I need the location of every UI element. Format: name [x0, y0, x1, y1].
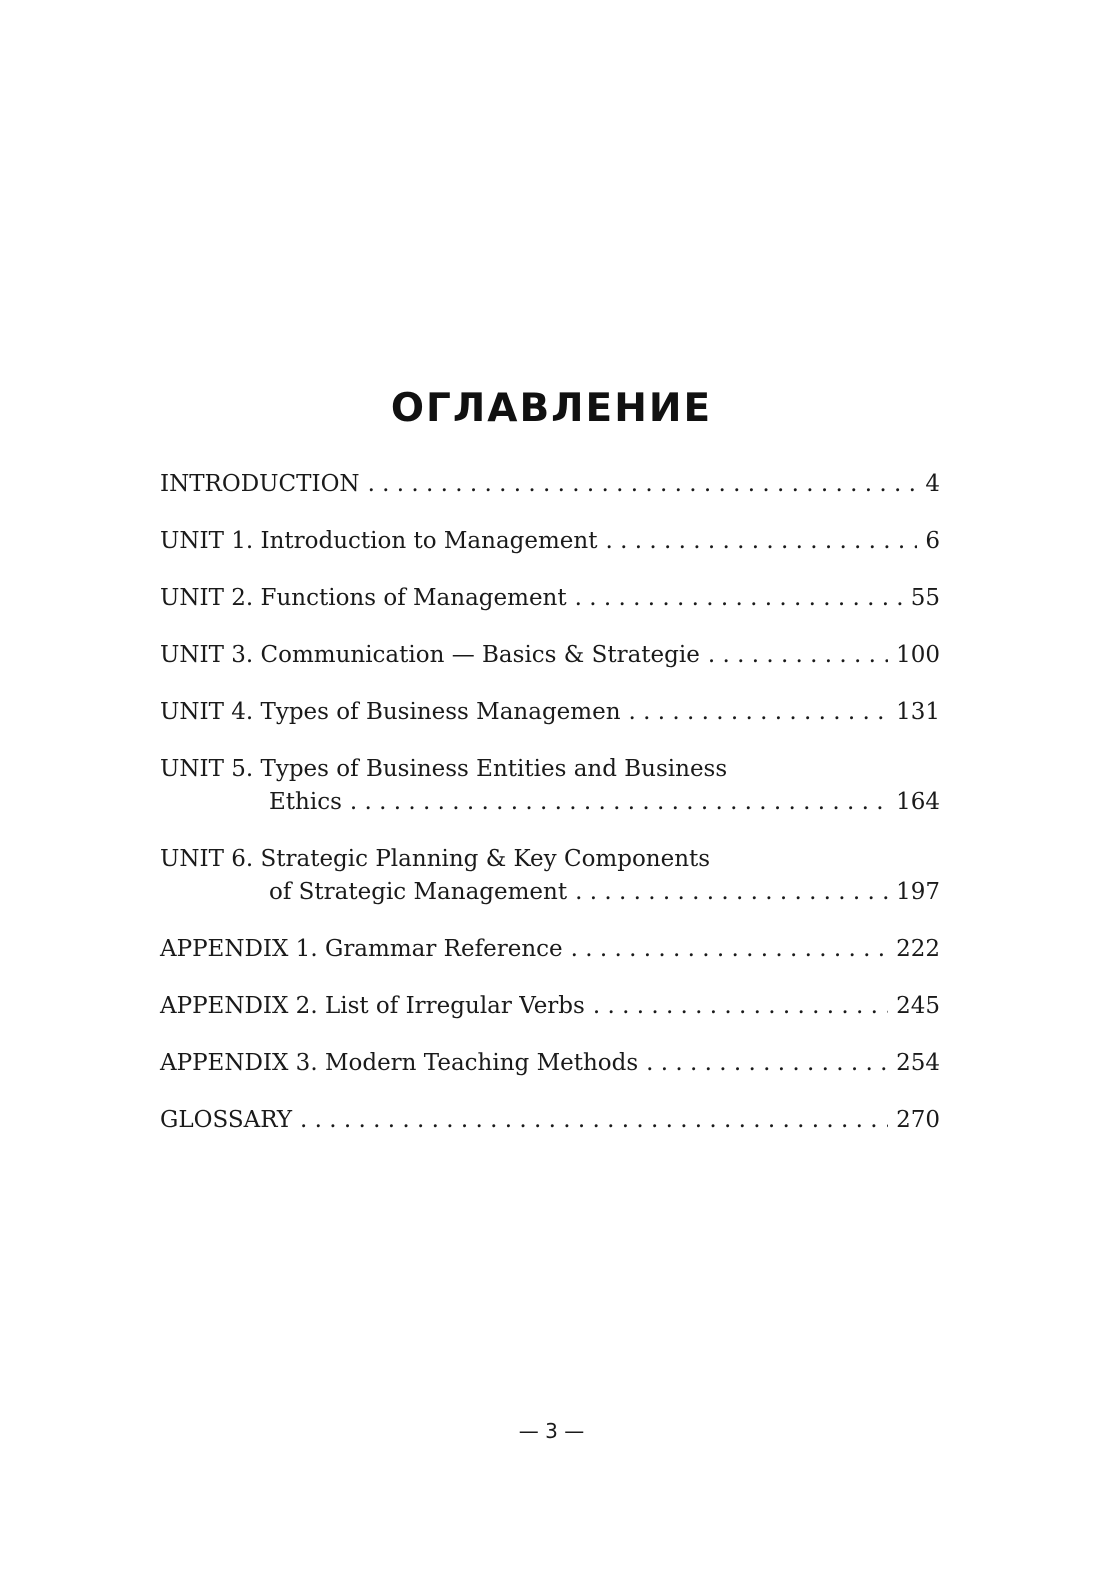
toc-entry-unit-3[interactable]	[160, 639, 940, 672]
toc-entry-unit-2[interactable]	[160, 582, 940, 615]
toc-entry-unit-5[interactable]	[160, 753, 940, 819]
toc-entry-appendix-3[interactable]	[160, 1047, 940, 1080]
dot-leader	[629, 696, 889, 729]
toc-entry-unit-6[interactable]	[160, 843, 940, 909]
dot-leader	[646, 1047, 888, 1080]
toc-entry-unit-1[interactable]	[160, 525, 940, 558]
toc-entry-label-continuation: Ethics	[269, 789, 342, 815]
toc-entry-page: 100	[896, 642, 940, 668]
toc-entry-page: 131	[896, 699, 940, 725]
dot-leader	[708, 639, 888, 672]
dot-leader	[593, 990, 888, 1023]
dot-leader	[368, 468, 918, 501]
toc-entry-label-continuation: of Strategic Management	[269, 879, 568, 905]
table-of-contents	[160, 468, 940, 1161]
toc-entry-unit-4[interactable]	[160, 696, 940, 729]
toc-entry-label: INTRODUCTION	[160, 471, 360, 497]
dot-leader	[350, 786, 888, 819]
toc-entry-glossary[interactable]	[160, 1104, 940, 1137]
toc-entry-label: APPENDIX 2. List of Irregular Verbs	[160, 993, 585, 1019]
toc-entry-label: APPENDIX 1. Grammar Reference	[160, 936, 563, 962]
toc-entry-label: APPENDIX 3. Modern Teaching Methods	[160, 1050, 639, 1076]
page-number: — 3 —	[518, 1419, 585, 1443]
toc-entry-page: 222	[896, 936, 940, 962]
dot-leader	[575, 582, 903, 615]
toc-entry-label: UNIT 1. Introduction to Management	[160, 528, 598, 554]
toc-entry-page: 270	[896, 1107, 940, 1133]
dot-leader	[300, 1104, 888, 1137]
dot-leader	[605, 525, 917, 558]
toc-entry-page: 254	[896, 1050, 940, 1076]
toc-entry-page: 197	[896, 879, 940, 905]
toc-entry-label: UNIT 4. Types of Business Managemen	[160, 699, 621, 725]
toc-entry-page: 55	[910, 585, 940, 611]
toc-entry-appendix-2[interactable]	[160, 990, 940, 1023]
toc-entry-appendix-1[interactable]	[160, 933, 940, 966]
toc-entry-label: UNIT 6. Strategic Planning & Key Components	[160, 846, 711, 872]
toc-entry-label: UNIT 5. Types of Business Entities and Business	[160, 756, 728, 782]
toc-entry-label: UNIT 2. Functions of Management	[160, 585, 567, 611]
toc-entry-introduction[interactable]	[160, 468, 940, 501]
toc-entry-label: GLOSSARY	[160, 1107, 293, 1133]
toc-entry-page: 245	[896, 993, 940, 1019]
toc-entry-label: UNIT 3. Communication — Basics & Strategie	[160, 642, 700, 668]
page-title: ОГЛАВЛЕНИЕ	[390, 386, 713, 431]
dot-leader	[575, 876, 888, 909]
toc-entry-page: 6	[925, 528, 940, 554]
toc-entry-page: 4	[925, 471, 940, 497]
toc-entry-page: 164	[896, 789, 940, 815]
dot-leader	[571, 933, 888, 966]
